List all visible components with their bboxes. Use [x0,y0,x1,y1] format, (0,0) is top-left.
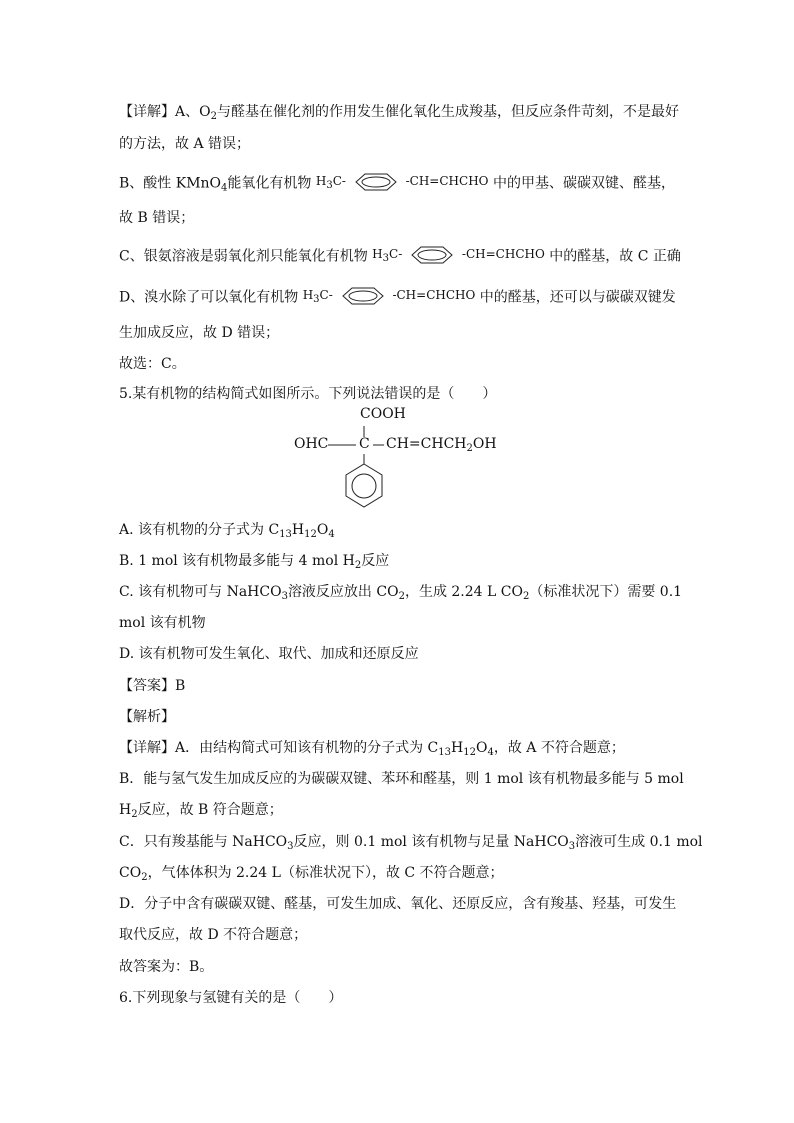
q4-detail-c-line1: C、银氨溶液是弱氧化剂只能氧化有机物 $H_3C-$ -CH=CHCHO 中的醛基，故 C 正确 [119,244,681,269]
structure-top: COOH [360,406,406,422]
molecule-inline: $H_3C-$ -CH=CHCHO [372,244,545,269]
q5-analysis-label: 【解析】 [119,709,175,725]
benzene-ring-icon [337,286,389,306]
benzene-ring-icon [406,245,458,265]
q4-detail-a-line1: 【详解】A、$O_2$与醛基在催化剂的作用发生催化氧化生成羧基，但反应条件苛刻，不是最好 [119,104,679,122]
benzene-ring-icon [350,172,402,192]
q5-question: 5.某有机物的结构简式如图所示。下列说法错误的是（ ） [119,386,497,402]
q4-detail-b-line2: 故 B 错误； [119,210,195,226]
structure-center: C [359,436,370,452]
q5-option-c-line2: mol 该有机物 [119,615,206,631]
q5-exp-d-line1: D．分子中含有碳碳双键、醛基，可发生加成、氧化、还原反应，含有羧基、羟基，可发生 [119,896,677,912]
structure-bonds-icon [290,404,510,514]
q4-detail-a-line2: 的方法，故 A 错误； [119,136,251,152]
q4-detail-d-line1: D、溴水除了可以氧化有机物 $H_3C-$ -CH=CHCHO 中的醛基，还可以与碳碳双键发 [119,285,676,310]
q4-detail-b-line1: B、酸性 KMnO$_4$能氧化有机物 $H_3C-$ -CH=CHCHO 中的甲基、碳碳双键、醛基， [119,171,675,199]
q5-exp-c-line1: C．只有羧基能与 NaHCO$_3$反应，则 0.1 mol 该有机物与足量 NaHCO$_3$溶液可生成 0.1 mol [119,834,703,852]
q5-exp-a: 【详解】A．由结构简式可知该有机物的分子式为 $C_{13}H_{12}O_4$，故 A 不符合题意； [119,740,625,758]
q5-option-d: D. 该有机物可发生氧化、取代、加成和还原反应 [119,646,419,662]
molecule-inline: $H_3C-$ -CH=CHCHO [316,171,489,196]
q5-exp-d-line2: 取代反应，故 D 不符合题意； [119,927,308,943]
q6-question: 6.下列现象与氢键有关的是（ ） [119,990,343,1006]
structure-left: OHC [294,436,329,452]
q5-structure-diagram [290,404,510,514]
q5-option-c-line1: C. 该有机物可与 NaHCO$_3$溶液反应放出 $CO_2$，生成 2.24 L $CO_2$（标准状况下）需要 0.1 [119,584,683,602]
q4-answer: 故选：C。 [119,356,186,372]
q5-exp-c-line2: $CO_2$，气体体积为 2.24 L（标准状况下），故 C 不符合题意； [119,865,504,883]
q5-option-a: A. 该有机物的分子式为 $C_{13}H_{12}O_4$ [119,522,335,540]
q5-option-b: B. 1 mol 该有机物最多能与 4 mol $H_2$反应 [119,553,390,571]
q4-detail-d-line2: 生加成反应，故 D 错误； [119,325,280,341]
q5-final-answer: 故答案为：B。 [119,959,214,975]
q5-answer: 【答案】B [119,678,186,694]
q5-exp-b-line1: B．能与氢气发生加成反应的为碳碳双键、苯环和醛基，则 1 mol 该有机物最多能与 5 mol [119,771,684,787]
molecule-inline: $H_3C-$ -CH=CHCHO [303,285,476,310]
structure-right: $CH=CHCH_2OH$ [386,436,497,454]
q5-exp-b-line2: $H_2$反应，故 B 符合题意； [119,802,283,820]
